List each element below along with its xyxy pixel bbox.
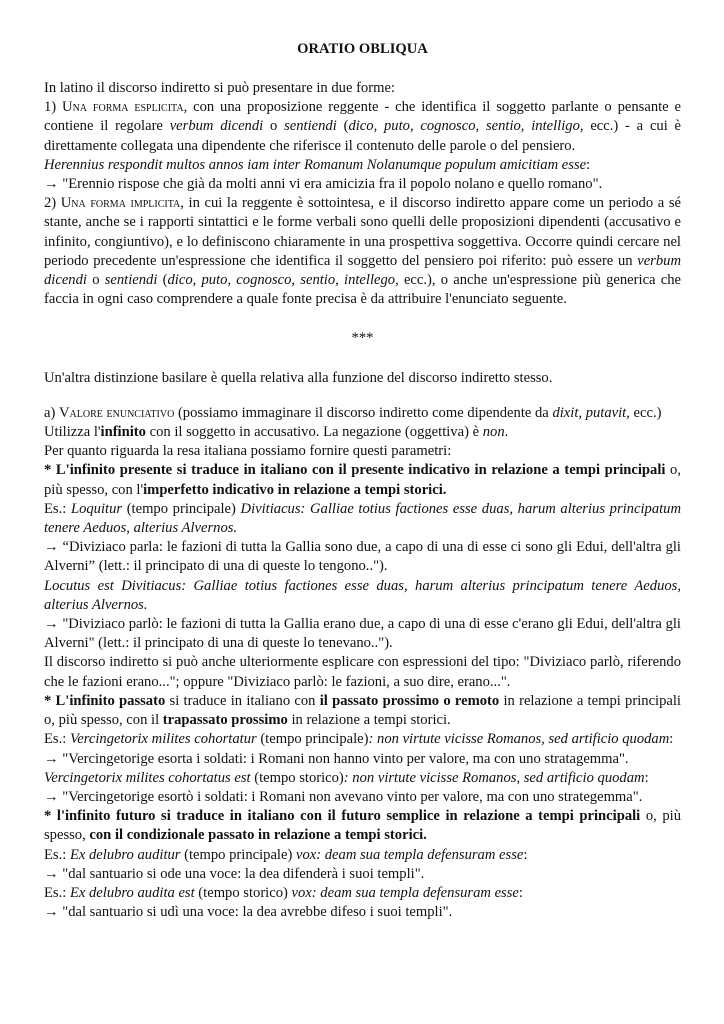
distinction-paragraph: Un'altra distinzione basilare è quella relativa alla funzione del discorso indiretto stesso. — [44, 369, 553, 386]
translation-herennius: → "Erennio rispose che già da molti anni vi era amicizia fra il popolo nolano e quello romano". — [44, 176, 603, 193]
parameters-intro: Per quanto riguarda la resa italiana possiamo fornire questi parametri: — [44, 443, 452, 460]
form-implicit-paragraph: 2) Una forma implicita, in cui la reggente è sottointesa, e il discorso indiretto appare come un periodo a sé stante, anche se i rapporti sintattici e le forme verbali sono quelli delle proposizioni dipendenti (accusativo e infinito, congiuntivo), e lo definiscono chiaramente in una prospettiva soggettiva. Occorre quindi cercare nel periodo precedente un'espressione che identifica il soggetto del pensiero poi riferito: può essere un verbum dicendi o sentiendi (dico, puto, cognosco, sentio, intellego, ecc.), o anche un'espressione più generica che faccia in ogni caso comprendere a quale fonte precisa è da attribuire l'enunciato seguente. — [44, 195, 681, 308]
translation-cohortatur: → "Vercingetorige esorta i soldati: i Romani non hanno vinto per valore, ma con uno stratagemma". — [44, 750, 629, 767]
page-title: ORATIO OBLIQUA — [297, 41, 428, 57]
translation-audita-est: → "dal santuario si udì una voce: la dea avrebbe difeso i suoi templi". — [44, 904, 453, 921]
example-cohortatus-est: Vercingetorix milites cohortatus est (tempo storico): non virtute vicisse Romanos, sed artificio quodam: — [44, 769, 649, 786]
rule-present-infinitive: * L'infinito presente si traduce in italiano con il presente indicativo in relazione a tempi principali o, più spesso, con l'imperfetto indicativo in relazione a tempi storici. — [44, 462, 682, 498]
form-explicit-paragraph: 1) Una forma esplicita, con una proposizione reggente - che identifica il soggetto parlante o pensante e contiene il regolare verbum dicendi o sentiendi (dico, puto, cognosco, sentio, intelligo, ecc.) - a cui è direttamente collegata una dipendente che riferisce il contenuto delle parole o del pensiero. — [44, 99, 682, 154]
latin-example-herennius: Herennius respondit multos annos iam inter Romanum Nolanumque populum amicitiam esse: — [44, 156, 591, 173]
form-implicit-label: Una forma implicita — [60, 195, 181, 212]
translation-cohortatus-est: → "Vercingetorige esortò i soldati: i Romani non avevano vinto per valore, ma con uno strategemma". — [44, 788, 643, 805]
arrow-icon: → — [44, 539, 63, 556]
example-loquitur: Es.: Loquitur (tempo principale) Divitiacus: Galliae totius factiones esse duas, harum alterius principatum tenere Aeduos, alterius Alvernos. — [44, 500, 682, 537]
intro-paragraph: In latino il discorso indiretto si può presentare in due forme: — [44, 80, 395, 96]
value-enunciative-label: Valore enunciativo — [59, 404, 175, 421]
arrow-icon: → — [44, 176, 63, 193]
section-separator: *** — [351, 330, 374, 347]
arrow-icon: → — [44, 616, 63, 633]
translation-auditur: → "dal santuario si ode una voce: la dea difenderà i suoi templi". — [44, 865, 425, 882]
infinitive-usage: Utilizza l'infinito con il soggetto in accusativo. La negazione (oggettiva) è non. — [44, 424, 509, 441]
rule-past-infinitive: * L'infinito passato si traduce in italiano con il passato prossimo o remoto in relazione a tempi principali o, più spesso, con il trapassato prossimo in relazione a tempi storici. — [44, 692, 681, 729]
translation-loquitur: → “Diviziaco parla: le fazioni di tutta la Gallia sono due, a capo di una di esse ci sono gli Edui, dell'altra gli Alverni” (lett.: il principato di una di queste lo tengono.."). — [44, 539, 681, 575]
arrow-icon: → — [44, 904, 63, 921]
form-explicit-label: Una forma esplicita — [62, 99, 184, 116]
example-auditur: Es.: Ex delubro auditur (tempo principale) vox: deam sua templa defensuram esse: — [44, 846, 528, 863]
rule-future-infinitive: * l'infinito futuro si traduce in italiano con il futuro semplice in relazione a tempi principali o, più spesso, con il condizionale passato in relazione a tempi storici. — [44, 808, 682, 844]
example-cohortatur: Es.: Vercingetorix milites cohortatur (tempo principale): non virtute vicisse Romanos, sed artificio quodam: — [44, 731, 674, 748]
example-locutus-est: Locutus est Divitiacus: Galliae totius factiones esse duas, harum alterius principatum tenere Aeduos, alterius Alvernos. — [44, 577, 681, 613]
explanation-paragraph: Il discorso indiretto si può anche ulteriormente esplicare con espressioni del tipo: "Diviziaco parlò, riferendo che le fazioni erano..."; oppure "Diviziaco parlò: le fazioni, a suo dire, erano...". — [44, 654, 681, 690]
value-enunciative-heading: a) Valore enunciativo (possiamo immaginare il discorso indiretto come dipendente da dixit, putavit, ecc.) — [44, 404, 662, 421]
arrow-icon: → — [44, 750, 63, 767]
arrow-icon: → — [44, 788, 63, 805]
translation-locutus-est: → "Diviziaco parlò: le fazioni di tutta la Gallia erano due, a capo di una di esse c'erano gli Edui, dell'altra gli Alverni" (lett.: il principato di una di queste lo tenevano.."). — [44, 616, 681, 652]
arrow-icon: → — [44, 865, 63, 882]
example-audita-est: Es.: Ex delubro audita est (tempo storico) vox: deam sua templa defensuram esse: — [44, 884, 523, 901]
